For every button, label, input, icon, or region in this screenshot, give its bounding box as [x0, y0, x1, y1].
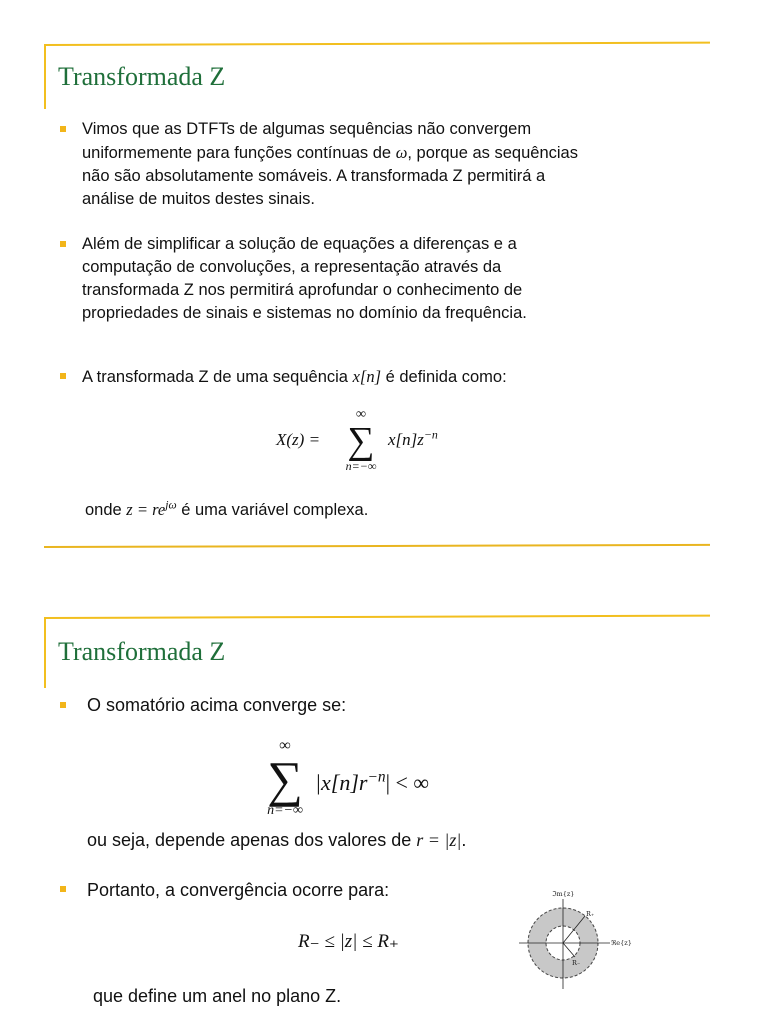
real-axis-label: ℜe{z} [611, 939, 632, 947]
z-definition-math: $z = re^{j\omega}$ [126, 499, 177, 519]
bullet-1-line-3: não são absolutamente somáveis. A transformada Z permitirá a [82, 167, 546, 185]
omega-symbol: ω [395, 143, 408, 162]
r-minus-label: R₋ [572, 959, 581, 967]
slide-1-title: Transformada Z [58, 62, 226, 91]
slide-2-title: Transformada Z [58, 637, 226, 666]
inequality-formula: R₋ ≤ |z| ≤ R₊ [298, 931, 399, 952]
sum-lower-limit: n=−∞ [345, 459, 377, 473]
slide-2-bullet-2: Portanto, a convergência ocorre para: [87, 880, 390, 900]
summation [255, 738, 315, 818]
bullet-1-line-4: análise de muitos destes sinais. [82, 190, 315, 208]
sigma-symbol: ∑ [347, 420, 375, 462]
ou-seja-line: ou seja, depende apenas dos valores de r = |z|. [87, 830, 467, 850]
sum-upper-limit: ∞ [356, 407, 366, 422]
slide-1-bullet-3: A transformada Z de uma sequência x[n] é definida como: [82, 367, 507, 386]
bullet-2-line-2: computação de convoluções, a representação através da [82, 258, 502, 276]
formula-rhs: $x[n]z^{-n}$ [388, 427, 438, 449]
r-plus-label: R₊ [586, 910, 595, 918]
bullet-marker [60, 886, 66, 892]
x-n-math: x[n] [352, 367, 381, 386]
bullet-1-line-1: Vimos que as DTFTs de algumas sequências não convergem [82, 120, 532, 138]
bullet-marker [60, 702, 66, 708]
slide-2-side-rule [44, 618, 46, 688]
formula-rhs: $|x[n]r^{-n}|$ < ∞ [315, 768, 430, 795]
onde-line: onde $z = re^{j\omega}$ é uma variável complexa. [85, 499, 369, 519]
bullet-1-line-2: uniformemente para funções contínuas de ω, porque as sequências [82, 143, 578, 162]
imag-axis-label: ℑm{z} [552, 890, 575, 898]
r-equals-z-math: r = |z| [416, 830, 462, 850]
bullet-2-line-4: propriedades de sinais e sistemas no domínio da frequência. [82, 304, 527, 322]
annulus-diagram [515, 885, 640, 995]
sum-lower-limit: n=−∞ [267, 803, 303, 818]
bullet-2-line-1: Além de simplificar a solução de equações a diferenças e a [82, 235, 517, 253]
sigma-symbol: ∑ [267, 751, 303, 807]
bullet-2-line-3: transformada Z nos permitirá aprofundar o conhecimento de [82, 281, 523, 299]
sum-upper-limit: ∞ [279, 737, 291, 754]
slide-2-bullet-1: O somatório acima converge se: [87, 695, 347, 715]
slide-2-top-rule [44, 615, 710, 619]
anel-line: que define um anel no plano Z. [93, 986, 342, 1006]
convergence-formula [255, 738, 495, 828]
formula-lhs: X(z) = [276, 430, 321, 449]
